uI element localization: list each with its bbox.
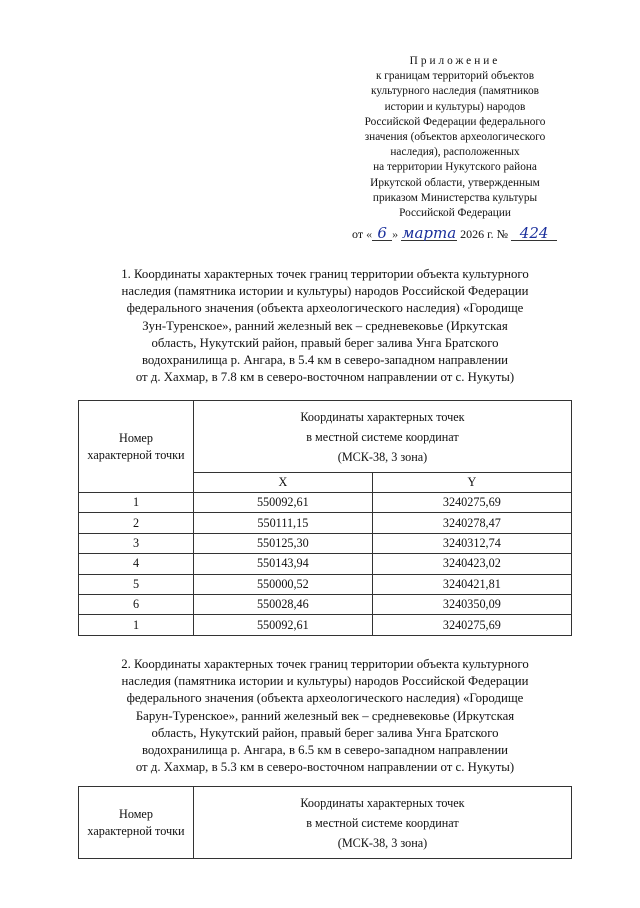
coord-y: 3240350,09 [372, 594, 571, 614]
appendix-line: Российской Федерации федерального [364, 115, 546, 128]
section-1-line: область, Нукутский район, правый берег залива Унга Братского [151, 335, 499, 350]
coord-y: 3240275,69 [372, 615, 571, 635]
coord-y: 3240312,74 [372, 533, 571, 553]
table-row [79, 533, 572, 553]
appendix-line: приказом Министерства культуры [372, 191, 538, 204]
col-header-y: Y [372, 473, 571, 493]
point-number: 4 [79, 554, 194, 574]
section-1-line: 1. Координаты характерных точек границ территории объекта культурного [121, 267, 529, 281]
section-1-line: Зун-Туренское», ранний железный век – средневековье (Иркутская [142, 318, 508, 333]
appendix-line: наследия), расположенных [390, 146, 520, 159]
section-2-line: Барун-Туренское», ранний железный век – средневековье (Иркутская [135, 708, 515, 723]
col-header-coords: Координаты характерных точек в местной системе координат (МСК-38, 3 зона) [194, 401, 572, 473]
appendix-line: значения (объектов археологического [364, 131, 546, 144]
point-number: 2 [79, 513, 194, 533]
col-header-coords: Координаты характерных точек в местной системе координат (МСК-38, 3 зона) [194, 787, 572, 859]
coordinates-table-2 [78, 786, 572, 859]
point-number: 5 [79, 574, 194, 594]
section-1-line: федерального значения (объекта археологического наследия) «Городище [126, 301, 524, 316]
coord-y: 3240275,69 [372, 493, 571, 513]
section-2-line: наследия (памятника истории и культуры) народов Российской Федерации [121, 674, 529, 689]
coord-x: 550028,46 [194, 594, 373, 614]
appendix-title: Приложение [409, 55, 501, 67]
point-number: 1 [79, 493, 194, 513]
section-2-line: от д. Хахмар, в 5.3 км в северо-восточном направлении от с. Нукуты) [135, 760, 515, 775]
appendix-line: Иркутской области, утвержденным [370, 176, 540, 189]
table-row [79, 513, 572, 533]
section-2-line: водохранилища р. Ангара, в 6.5 км в северо-западном направлении [141, 743, 509, 758]
order-day-handwritten: 6 [372, 226, 392, 241]
close-quote: » [392, 227, 399, 241]
table-row [79, 594, 572, 614]
open-quote: « [366, 227, 373, 241]
order-month-handwritten: марта [402, 224, 457, 242]
point-number: 3 [79, 533, 194, 553]
section-1-line: наследия (памятника истории и культуры) народов Российской Федерации [121, 284, 529, 299]
section-2-line: федерального значения (объекта археологического наследия) «Городище [126, 691, 524, 706]
coord-x: 550125,30 [194, 533, 373, 553]
appendix-line: на территории Нукутского района [373, 161, 537, 174]
appendix-line: Российской Федерации [399, 207, 511, 220]
col-header-number: Номер характерной точки [79, 787, 194, 859]
coord-x: 550092,61 [194, 493, 373, 513]
section-1-line: водохранилища р. Ангара, в 5.4 км в северо-западном направлении [141, 353, 509, 368]
section-2-line: 2. Координаты характерных точек границ территории объекта культурного [121, 657, 529, 671]
section-1-line: от д. Хахмар, в 7.8 км в северо-восточном направлении от с. Нукуты) [135, 370, 515, 385]
table-row [79, 554, 572, 574]
table-row [79, 615, 572, 635]
appendix-line: культурного наследия (памятников [371, 85, 539, 98]
order-date-line [352, 224, 592, 244]
coordinates-table-1 [78, 400, 572, 636]
point-number: 1 [79, 615, 194, 635]
coord-y: 3240421,81 [372, 574, 571, 594]
coord-x: 550143,94 [194, 554, 373, 574]
section-1-heading [78, 266, 572, 386]
coord-x: 550111,15 [194, 513, 373, 533]
table-row [79, 574, 572, 594]
point-number: 6 [79, 594, 194, 614]
col-header-x: X [194, 473, 373, 493]
order-number-handwritten: 424 [511, 226, 557, 241]
appendix-header [330, 54, 580, 221]
table-row [79, 493, 572, 513]
order-date-prefix: от [352, 227, 364, 241]
section-2-heading [78, 656, 572, 776]
section-2-line: область, Нукутский район, правый берег залива Унга Братского [151, 725, 499, 740]
coord-x: 550092,61 [194, 615, 373, 635]
col-header-number: Номер характерной точки [79, 401, 194, 493]
appendix-line: к границам территорий объектов [375, 70, 535, 83]
appendix-line: истории и культуры) народов [384, 100, 526, 113]
coord-y: 3240278,47 [372, 513, 571, 533]
order-year: 2026 г. № [460, 227, 509, 241]
coord-x: 550000,52 [194, 574, 373, 594]
coord-y: 3240423,02 [372, 554, 571, 574]
